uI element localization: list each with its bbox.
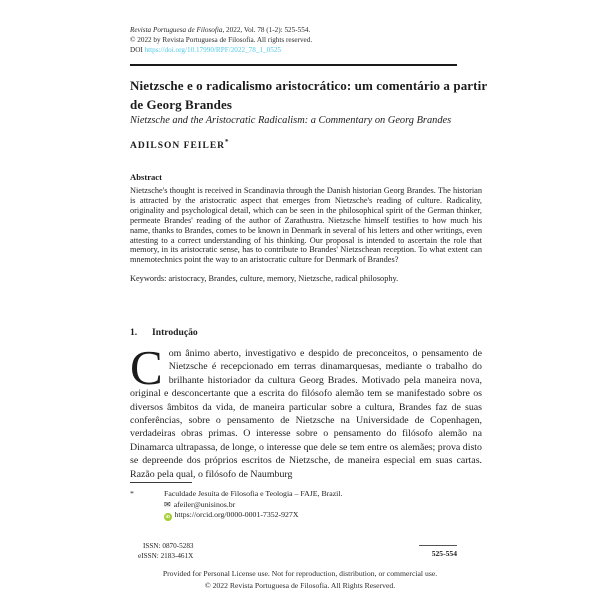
intro-paragraph-text: om ânimo aberto, investigativo e despido de preconceitos, o pensamento de Nietzsche é recepcionado em terras dinamarquesas, mediante o trabalho do brilhante historiador da cultura Georg Brades. Motivado pela maneira nova, original e desconcertante que a escrita do filósofo alemão tem se manifestado sobre os diversos âmbitos da vida, de maneira particular sobre a cultura, Brandes faz de suas conferências, sobre o pensamento de Nietzsche na Universidade de Copenhagen, verdadeiras obras primas. O interesse sobre o pensamento do filósofo alemão na Dinamarca ultrapassa, de longe, o interesse que dele se tem entre os alemães; prova disto se depreende dos próprios escritos de Nietzsche, de maneira especial em suas cartas. Razão pela qual, o filósofo de Naumburg [130,348,482,480]
intro-paragraph [130,340,482,481]
license-line1: Provided for Personal License use. Not for reproduction, distribution, or commercial use. [162,569,438,578]
section-heading [130,327,198,338]
copyright-line: © 2022 by Revista Portuguesa de Filosofia. All rights reserved. [130,36,313,45]
doi-link[interactable]: https://doi.org/10.17990/RPF/2022_78_1_0525 [144,46,282,55]
envelope-icon: ✉ [164,499,171,509]
journal-citation-rest: , 2022, Vol. 78 (1-2): 525-554. [222,26,311,34]
article-subtitle: Nietzsche and the Aristocratic Radicalism: a Commentary on Georg Brandes [130,115,452,126]
doi-line [130,45,482,55]
footnote-email-row [164,500,482,511]
license-notice [0,568,600,591]
page-range: 525-554 [431,549,457,558]
orcid-link[interactable]: https://orcid.org/0000-0001-7352-927X [174,510,299,520]
author-footnote-mark: * [225,138,230,146]
keywords-line: Keywords: aristocracy, Brandes, culture, memory, Nietzsche, radical philosophy. [130,274,399,283]
orcid-icon: iD [165,514,171,520]
footnote-rule [130,482,192,483]
journal-header [130,25,482,56]
abstract-heading: Abstract [130,172,162,182]
header-rule [130,64,457,66]
issn-line: ISSN: 0870-5283 [143,542,194,550]
author-name [130,138,230,151]
footnote-affiliation-row [130,489,482,500]
footnote-orcid-row [164,510,482,521]
footnote-affiliation: Faculdade Jesuíta de Filosofia e Teologia – FAJE, Brazil. [164,489,343,498]
footnote-block [130,489,482,521]
section-number: 1. [130,327,138,338]
article-title: Nietzsche e o radicalismo aristocrático: um comentário a partir de Georg Brandes [130,78,487,112]
email-link[interactable]: afeiler@unisinos.br [173,499,236,509]
issn-block [138,541,194,561]
journal-citation-line [130,25,482,35]
footnote-marker: * [130,489,134,498]
doi-label: DOI [130,46,145,55]
journal-name: Revista Portuguesa de Filosofia [130,26,223,34]
section-title: Introdução [152,327,198,338]
author-name-text: ADILSON FEILER [130,141,226,152]
pages-rule [419,545,457,546]
abstract-text: Nietzsche's thought is received in Scandinavia through the Danish historian Georg Brandes. The historian is attracted by the aristocratic aspect that emerges from Nietzsche's reading of culture. Radicality, originality and psychological detail, which can be seen in the philosophical spirit of the German thinker, permeate Brandes' reading of the author of Zarathustra. Nietzsche himself testifies to how much his name, thanks to Brandes, comes to be known in Denmark in several of his letters and other writings, even attesting to a correct understanding of his thinking. Our proposal is intended to ascertain the role that memory, in its aristocratic sense, has to contribute to Brandes' Nietzschean reception. To what extent can mnemotechnics point the way to an aristocratic culture for Denmark of Brandes? [130,186,482,265]
license-line2: © 2022 Revista Portuguesa de Filosofia. All Rights Reserved. [204,580,396,590]
drop-cap: C [130,340,163,395]
eissn-line: eISSN: 2183-461X [138,552,194,560]
